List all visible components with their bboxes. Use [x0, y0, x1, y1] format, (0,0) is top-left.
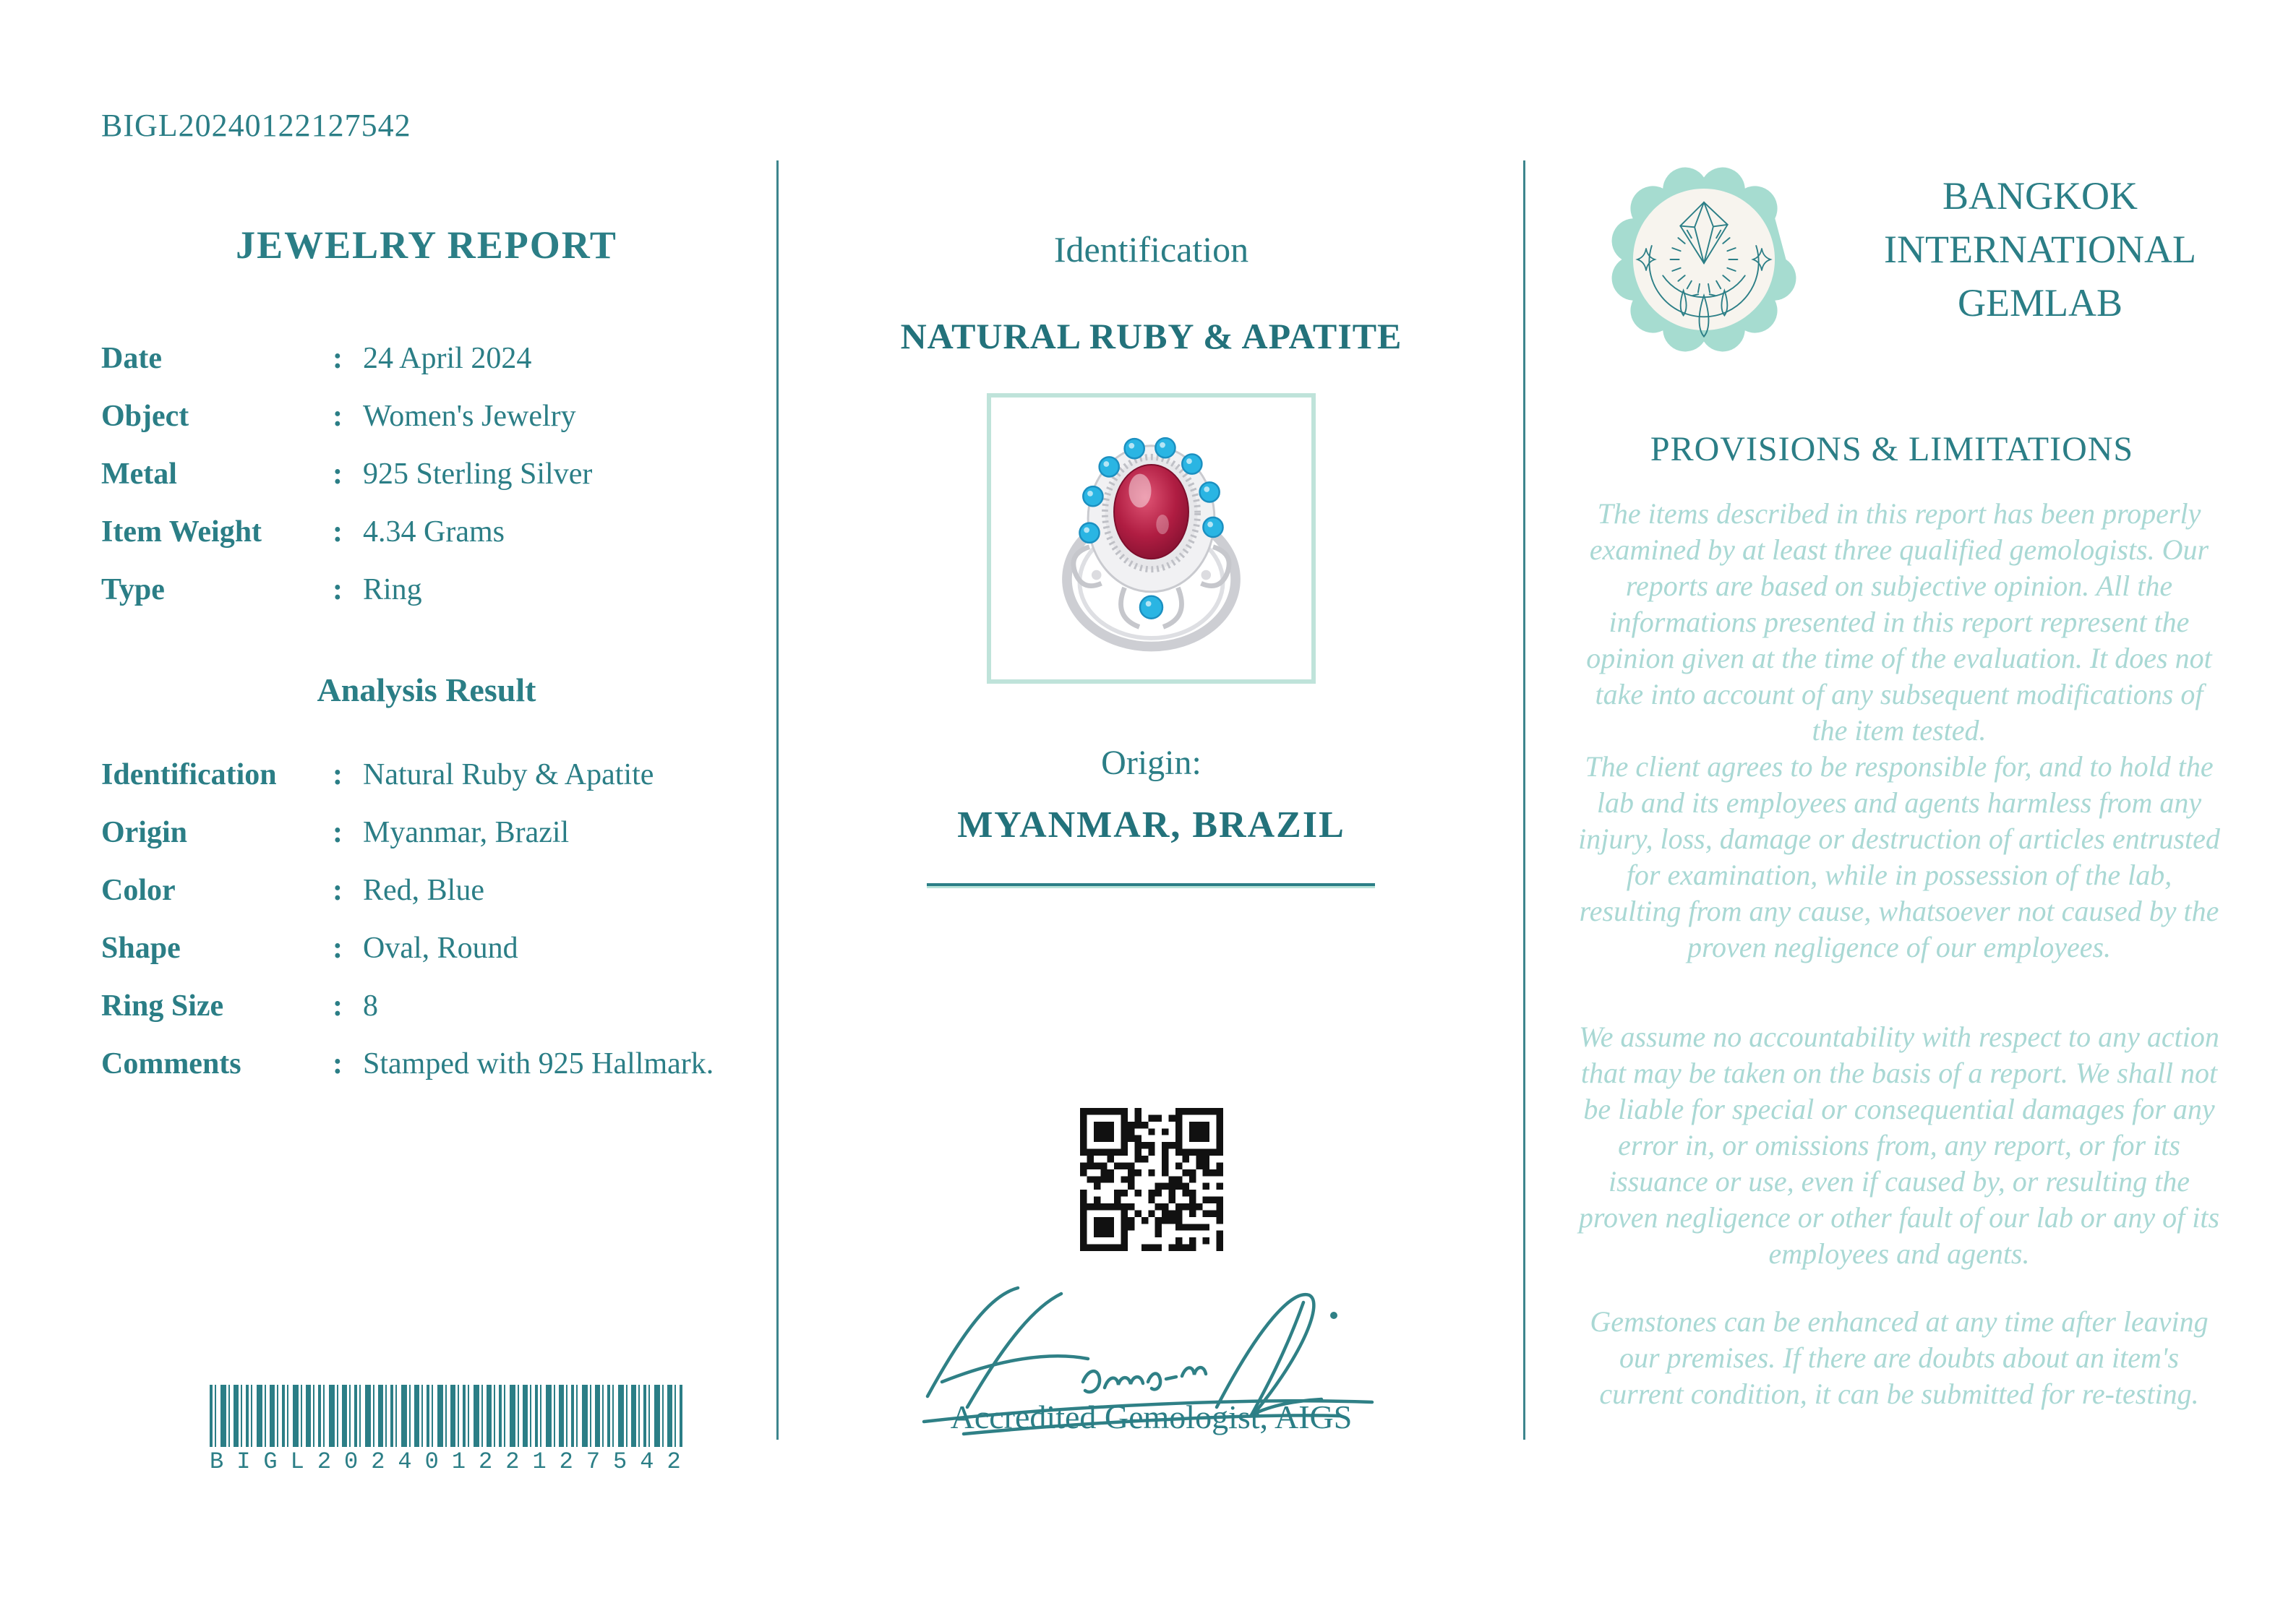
report-fields: [101, 341, 752, 630]
field-value: Natural Ruby & Apatite: [363, 758, 654, 791]
field-row-object: [101, 399, 752, 457]
field-label: Identification: [101, 758, 277, 791]
field-value: Ring: [363, 573, 422, 606]
analysis-fields: [101, 757, 752, 1104]
origin-value: MYANMAR, BRAZIL: [957, 804, 1345, 846]
field-colon: :: [333, 816, 343, 849]
field-colon: :: [333, 400, 343, 433]
signer-title: Accredited Gemologist, AIGS: [950, 1399, 1353, 1435]
field-label: Date: [101, 342, 162, 375]
field-label: Type: [101, 573, 165, 606]
field-value: Women's Jewelry: [363, 400, 576, 433]
field-row-type: [101, 572, 752, 630]
field-row-metal: [101, 457, 752, 515]
field-row-color: [101, 873, 752, 931]
field-value: Myanmar, Brazil: [363, 816, 570, 849]
field-row-comments: [101, 1047, 752, 1104]
field-value: 24 April 2024: [363, 342, 532, 375]
lab-panel: [1523, 0, 2296, 1624]
field-row-identification: [101, 757, 752, 815]
field-value: Red, Blue: [363, 874, 484, 907]
provisions-title: PROVISIONS & LIMITATIONS: [1650, 430, 2134, 468]
origin-label: Origin:: [1101, 744, 1201, 782]
field-colon: :: [333, 457, 343, 491]
field-colon: :: [333, 758, 343, 791]
field-colon: :: [333, 1047, 343, 1080]
ring-photo-frame: [987, 393, 1316, 684]
field-row-shape: [101, 931, 752, 989]
analysis-result-title: Analysis Result: [317, 671, 536, 708]
field-row-date: [101, 341, 752, 399]
field-label: Comments: [101, 1047, 241, 1080]
report-details-panel: [101, 0, 752, 1624]
identification-section-title: Identification: [1053, 229, 1249, 270]
field-label: Color: [101, 874, 176, 907]
provisions-paragraph: The client agrees to be responsible for, and to hold the lab and its employees and agents harmless from any injury, loss, damage or destruction of articles entrusted for examination, while in possession of the lab, resulting from any cause, whatsoever not caused by the proven negligence of our employees.: [1578, 750, 2220, 963]
field-colon: :: [333, 932, 343, 965]
field-label: Origin: [101, 816, 188, 849]
field-colon: :: [333, 342, 343, 375]
lab-logo-badge-icon: [1611, 166, 1797, 353]
field-colon: :: [333, 989, 343, 1023]
origin-underline: [927, 883, 1375, 886]
field-row-item-weight: [101, 515, 752, 572]
ring-photo: [991, 398, 1311, 679]
field-value: Oval, Round: [363, 932, 518, 965]
field-row-ring-size: [101, 989, 752, 1047]
lab-name-line2: INTERNATIONAL: [1884, 228, 2196, 271]
qr-code: [1080, 1108, 1223, 1251]
field-label: Metal: [101, 457, 177, 491]
field-colon: :: [333, 515, 343, 549]
barcode: [210, 1385, 694, 1475]
provisions-paragraph: We assume no accountability with respect to any action that may be taken on the basis of a report. We shall not be liable for special or consequential damages for any error in, or omissions from, any report, or for its issuance or use, even if caused by, or resulting the proven negligence or other fault of our lab or any of its employees and agents.: [1578, 1021, 2220, 1270]
field-label: Object: [101, 400, 189, 433]
field-label: Ring Size: [101, 989, 224, 1023]
barcode-bars-icon: [210, 1385, 683, 1447]
column-divider-left: [776, 160, 779, 1440]
identification-panel: [779, 0, 1523, 1624]
field-row-origin: [101, 815, 752, 873]
field-label: Item Weight: [101, 515, 262, 549]
report-title: JEWELRY REPORT: [236, 223, 617, 267]
field-value: Stamped with 925 Hallmark.: [363, 1047, 714, 1080]
barcode-text: BIGL20240122127542: [210, 1448, 694, 1475]
lab-name-line1: BANGKOK: [1942, 174, 2138, 218]
field-value: 4.34 Grams: [363, 515, 505, 549]
provisions-paragraph: Gemstones can be enhanced at any time after leaving our premises. If there are doubts about an item's current condition, it can be submitted for re-testing.: [1590, 1305, 2209, 1410]
field-value: 925 Sterling Silver: [363, 457, 593, 491]
lab-name-line3: GEMLAB: [1958, 281, 2122, 325]
provisions-paragraph: The items described in this report has been properly examined by at least three qualified gemologists. Our reports are based on subjective opinion. All the informations presented in this report represent the opinion given at the time of the evaluation. It does not take into account of any subsequent modifications of the item tested.: [1586, 497, 2212, 747]
gem-identification-value: NATURAL RUBY & APATITE: [900, 316, 1402, 356]
field-colon: :: [333, 874, 343, 907]
report-number: BIGL20240122127542: [101, 108, 411, 143]
lab-name: [1845, 169, 2235, 330]
field-colon: :: [333, 573, 343, 606]
field-label: Shape: [101, 932, 181, 965]
field-value: 8: [363, 989, 378, 1023]
